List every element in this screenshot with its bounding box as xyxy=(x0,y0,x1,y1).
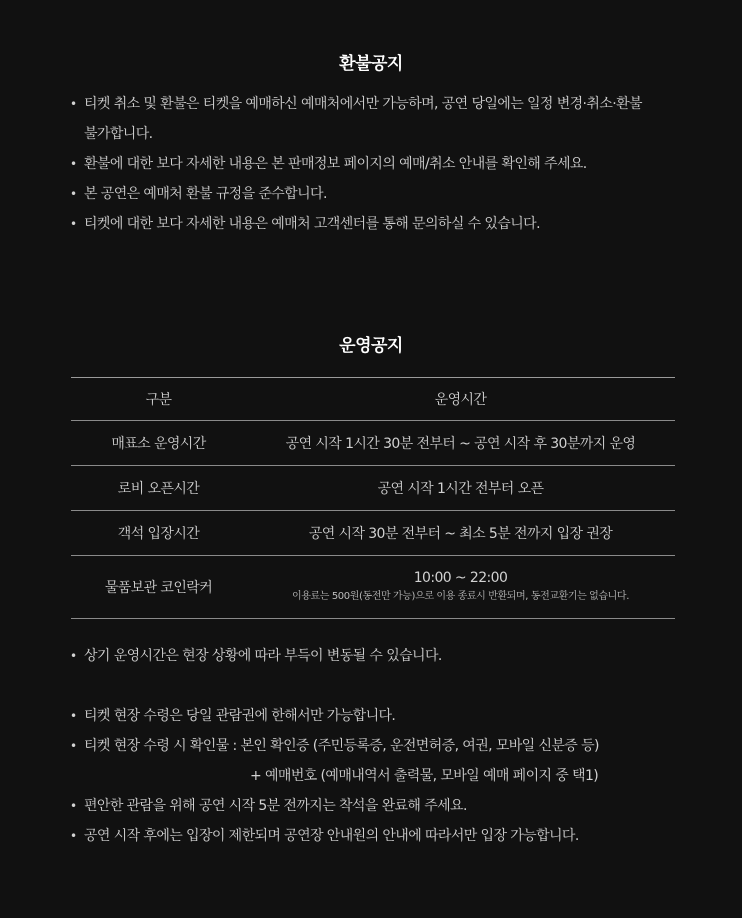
operations-hours-table xyxy=(71,377,675,619)
list-item-continuation: + 예매번호 (예매내역서 출력물, 모바일 예매 페이지 중 택1) xyxy=(250,768,599,784)
row-value: 공연 시작 1시간 30분 전부터 ~ 공연 시작 후 30분까지 운영 xyxy=(246,421,675,466)
list-item: • 티켓 현장 수령 시 확인물 : 본인 확인증 (주민등록증, 운전면허증, 여권, 모바일 신분증 등) xyxy=(70,731,690,761)
list-item: • 상기 운영시간은 현장 상황에 따라 부득이 변동될 수 있습니다. xyxy=(70,641,690,671)
operations-notice-title: 운영공지 xyxy=(339,336,403,356)
table-header-category: 구분 xyxy=(71,378,246,421)
table-row xyxy=(71,511,675,556)
locker-fee-note: 이용료는 500원(동전만 가능)으로 이용 종료시 반환되며, 동전교환기는 없습니다. xyxy=(292,591,629,602)
row-label: 객석 입장시간 xyxy=(71,511,246,556)
row-value-cell xyxy=(246,556,675,619)
row-value: 공연 시작 30분 전부터 ~ 최소 5분 전까지 입장 권장 xyxy=(246,511,675,556)
table-header-row xyxy=(71,378,675,421)
refund-notice-title: 환불공지 xyxy=(339,54,403,74)
list-item: • 편안한 관람을 위해 공연 시작 5분 전까지는 착석을 완료해 주세요. xyxy=(70,791,690,821)
row-label: 로비 오픈시간 xyxy=(71,466,246,511)
table-row xyxy=(71,421,675,466)
row-label: 매표소 운영시간 xyxy=(71,421,246,466)
table-row xyxy=(71,556,675,619)
list-item: • 공연 시작 후에는 입장이 제한되며 공연장 안내원의 안내에 따라서만 입장 가능합니다. xyxy=(70,821,690,851)
refund-notice-list xyxy=(70,89,690,239)
row-label: 물품보관 코인락커 xyxy=(71,556,246,619)
list-item: • 티켓 취소 및 환불은 티켓을 예매하신 예매처에서만 가능하며, 공연 당일에는 일정 변경·취소·환불 xyxy=(70,89,690,119)
list-item: • 티켓에 대한 보다 자세한 내용은 예매처 고객센터를 통해 문의하실 수 있습니다. xyxy=(70,209,690,239)
row-value: 공연 시작 1시간 전부터 오픈 xyxy=(246,466,675,511)
list-item: • 티켓 현장 수령은 당일 관람권에 한해서만 가능합니다. xyxy=(70,701,690,731)
list-item: • 환불에 대한 보다 자세한 내용은 본 판매정보 페이지의 예매/취소 안내를 확인해 주세요. xyxy=(70,149,690,179)
table-header-hours: 운영시간 xyxy=(246,378,675,421)
operations-note-list xyxy=(70,641,690,671)
list-item: • 본 공연은 예매처 환불 규정을 준수합니다. xyxy=(70,179,690,209)
locker-hours: 10:00 ~ 22:00 xyxy=(413,570,508,586)
ticket-notice-list xyxy=(70,701,690,851)
list-item-continuation: 불가합니다. xyxy=(84,126,153,142)
table-row xyxy=(71,466,675,511)
